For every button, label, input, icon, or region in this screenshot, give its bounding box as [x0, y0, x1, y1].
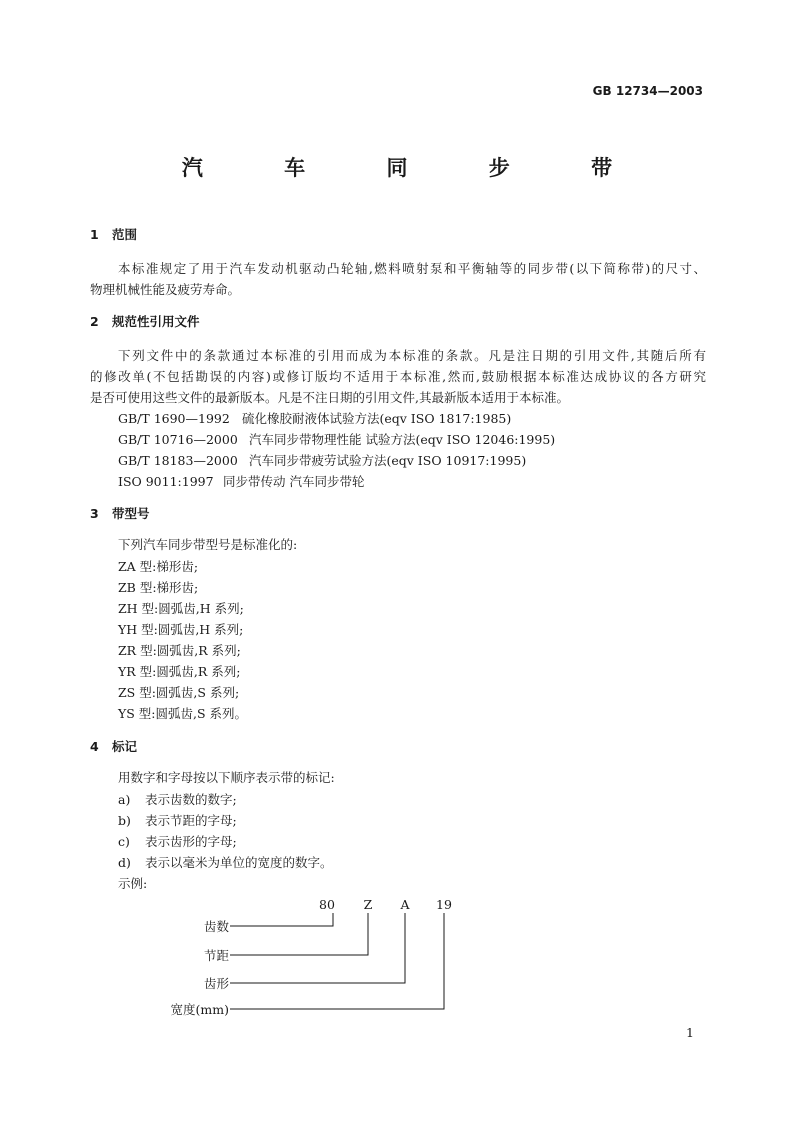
section-2-heading	[90, 312, 200, 330]
leader-line-pitch	[230, 913, 368, 955]
paragraph-line: 的修改单(不包括勘误的内容)或修订版均不适用于本标准,然而,鼓励根据本标准达成协议的各方研究	[90, 369, 706, 384]
list-label: a)	[118, 792, 131, 807]
belt-type-item: YH 型:圆弧齿,H 系列;	[118, 622, 244, 637]
example-label-pitch: 节距	[203, 948, 229, 963]
belt-type-item: ZR 型:圆弧齿,R 系列;	[118, 643, 241, 658]
example-label-profile: 齿形	[203, 976, 229, 991]
paragraph-line: 下列文件中的条款通过本标准的引用而成为本标准的条款。凡是注日期的引用文件,其随后所有	[118, 348, 706, 363]
marking-list-item	[118, 832, 237, 850]
section-title: 范围	[112, 227, 138, 242]
document-title: 汽 车 同 步 带	[181, 156, 650, 180]
list-text: 表示齿数的数字;	[145, 792, 237, 807]
paragraph-line: 是否可使用这些文件的最新版本。凡是不注日期的引用文件,其最新版本适用于本标准。	[90, 390, 569, 405]
paragraph-line: 本标准规定了用于汽车发动机驱动凸轮轴,燃料喷射泵和平衡轴等的同步带(以下简称带)的尺寸、	[118, 261, 706, 276]
section-title: 规范性引用文件	[112, 314, 200, 329]
list-label: d)	[118, 855, 131, 870]
example-label-width: 宽度(mm)	[170, 1002, 229, 1017]
section-title: 标记	[112, 739, 138, 754]
section-number: 4	[90, 739, 99, 754]
belt-type-item: ZB 型:梯形齿;	[118, 580, 199, 595]
belt-type-item: YR 型:圆弧齿,R 系列;	[118, 664, 241, 679]
section-1-heading	[90, 225, 137, 243]
example-code-width: 19	[436, 897, 452, 912]
example-code-pitch: Z	[363, 897, 373, 912]
reference-item	[118, 451, 526, 469]
paragraph-line: 下列汽车同步带型号是标准化的:	[118, 537, 298, 552]
belt-type-item: ZH 型:圆弧齿,H 系列;	[118, 601, 244, 616]
list-text: 表示齿形的字母;	[145, 834, 237, 849]
leader-line-teeth	[230, 913, 333, 926]
section-number: 3	[90, 506, 99, 521]
reference-title: 汽车同步带物理性能 试验方法(eqv ISO 12046:1995)	[249, 432, 556, 447]
paragraph-line: 物理机械性能及疲劳寿命。	[90, 282, 241, 297]
leader-line-width	[230, 913, 444, 1009]
reference-title: 汽车同步带疲劳试验方法(eqv ISO 10917:1995)	[249, 453, 527, 468]
example-code-teeth: 80	[319, 897, 335, 912]
reference-code: GB/T 1690—1992	[118, 411, 230, 426]
list-label: c)	[118, 834, 130, 849]
marking-list-item	[118, 790, 237, 808]
reference-code: GB/T 10716—2000	[118, 432, 238, 447]
page-number: 1	[686, 1025, 694, 1040]
marking-list-item	[118, 811, 237, 829]
list-label: b)	[118, 813, 131, 828]
section-title: 带型号	[112, 506, 150, 521]
reference-code: GB/T 18183—2000	[118, 453, 238, 468]
belt-type-item: YS 型:圆弧齿,S 系列。	[118, 706, 248, 721]
section-number: 2	[90, 314, 99, 329]
standard-code: GB 12734—2003	[592, 84, 703, 98]
reference-title: 同步带传动 汽车同步带轮	[223, 474, 365, 489]
example-label-teeth: 齿数	[203, 919, 229, 934]
section-4-heading	[90, 737, 137, 755]
example-label: 示例:	[118, 876, 148, 891]
reference-item	[118, 472, 364, 490]
reference-item	[118, 430, 555, 448]
list-text: 表示节距的字母;	[145, 813, 237, 828]
reference-item	[118, 409, 511, 427]
example-code-profile: A	[400, 897, 410, 912]
marking-list-item	[118, 853, 333, 871]
belt-type-item: ZA 型:梯形齿;	[118, 559, 199, 574]
reference-title: 硫化橡胶耐液体试验方法(eqv ISO 1817:1985)	[242, 411, 512, 426]
belt-type-item: ZS 型:圆弧齿,S 系列;	[118, 685, 240, 700]
leader-line-profile	[230, 913, 405, 983]
paragraph-line: 用数字和字母按以下顺序表示带的标记:	[118, 770, 335, 785]
reference-code: ISO 9011:1997	[118, 474, 214, 489]
list-text: 表示以毫米为单位的宽度的数字。	[145, 855, 333, 870]
section-3-heading	[90, 504, 150, 522]
section-number: 1	[90, 227, 99, 242]
